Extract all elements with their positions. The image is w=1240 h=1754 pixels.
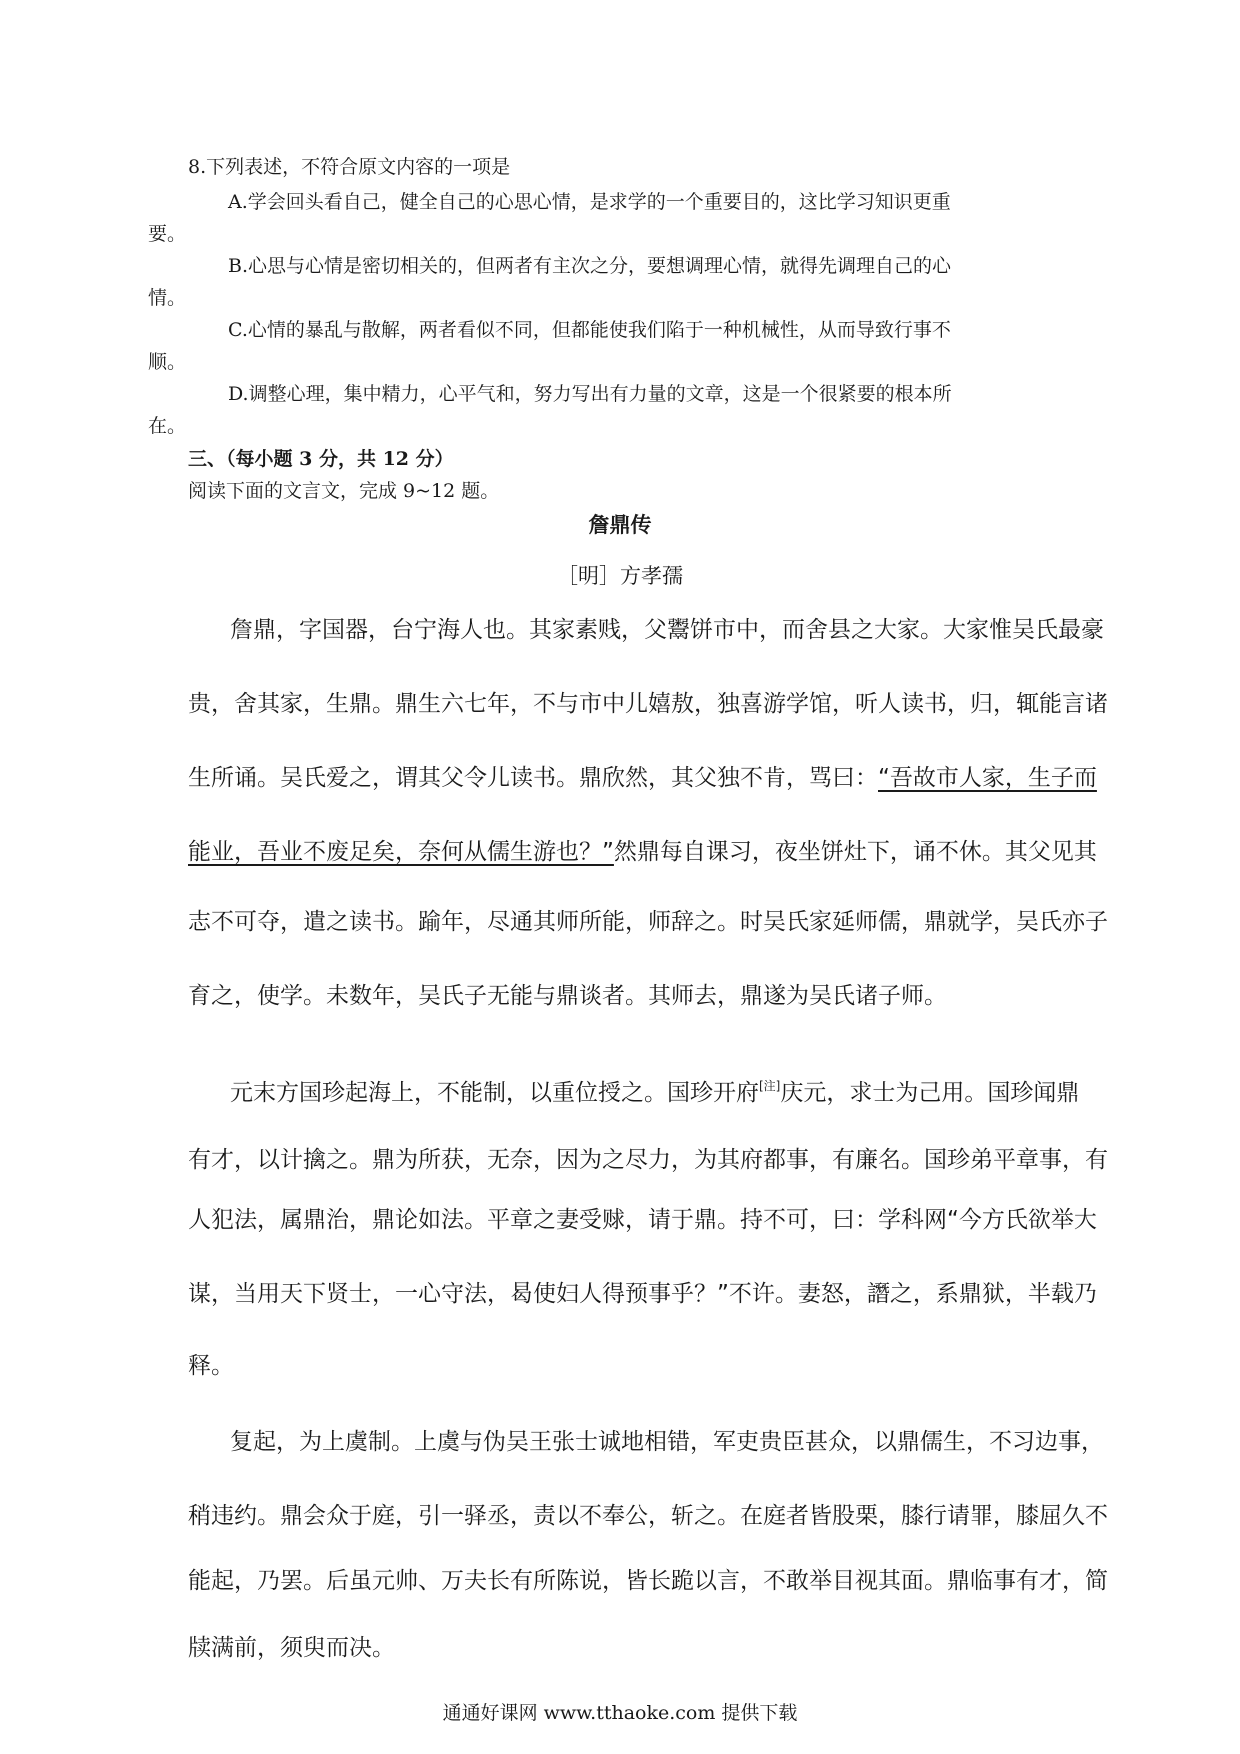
section-3-instruction: 阅读下面的文言文，完成 9~12 题。: [188, 480, 500, 502]
page-footer: 通通好课网 www.tthaoke.com 提供下载: [442, 1702, 798, 1724]
p1-underlined-quote-start: “吾故市人家，生子而: [878, 765, 1097, 791]
option-c-line-2: 顺。: [148, 351, 187, 373]
p2-line-1: [230, 1070, 1079, 1109]
p1-line-1: 詹鼎，字国器，台宁海人也。其家素贱，父鬻饼市中，而舍县之大家。大家惟吴氏最豪: [230, 617, 1104, 643]
p1-line-4-text: 然鼎每自课习，夜坐饼灶下，诵不休。其父见其: [613, 839, 1097, 865]
p2-line-1-text-b: 庆元，求士为己用。国珍闻鼎: [780, 1080, 1080, 1106]
option-a-line-1: A.学会回头看自己，健全自己的心思心情，是求学的一个重要目的，这比学习知识更重: [228, 191, 951, 213]
p1-line-2: 贵，舍其家，生鼎。鼎生六七年，不与市中儿嬉敖，独喜游学馆，听人读书，归，辄能言诸: [188, 691, 1108, 717]
p3-line-2: 稍违约。鼎会众于庭，引一驿丞，责以不奉公，斩之。在庭者皆股栗，膝行请罪，膝屈久不: [188, 1503, 1108, 1529]
p3-line-1: 复起，为上虞制。上虞与伪吴王张士诚地相错，军吏贵臣甚众，以鼎儒生，不习边事，: [230, 1429, 1104, 1455]
option-b: [148, 250, 1064, 314]
p1-line-6: 育之，使学。未数年，吴氏子无能与鼎谈者。其师去，鼎遂为吴氏诸子师。: [188, 983, 947, 1009]
p2-line-1-text-a: 元末方国珍起海上，不能制，以重位授之。国珍开府: [230, 1080, 759, 1106]
option-d-line-2: 在。: [148, 415, 187, 437]
p2-line-4: 谋，当用天下贤士，一心守法，曷使妇人得预事乎？”不许。妻怒，譖之，系鼎狱，半载乃: [188, 1281, 1097, 1307]
p2-line-2: 有才，以计擒之。鼎为所获，无奈，因为之尽力，为其府都事，有廉名。国珍弟平章事，有: [188, 1147, 1108, 1173]
p1-line-4: [188, 836, 1097, 868]
section-3-heading: 三、（每小题 3 分，共 12 分）: [188, 448, 454, 470]
p1-line-5: 志不可夺，遣之读书。踰年，尽通其师所能，师辞之。时吴氏家延师儒，鼎就学，吴氏亦子: [188, 909, 1108, 935]
p1-underlined-quote-end: 能业，吾业不废足矣，奈何从儒生游也？”: [188, 839, 614, 865]
option-a: [148, 186, 1064, 250]
option-a-line-2: 要。: [148, 223, 187, 245]
p3-line-3: 能起，乃罢。后虽元帅、万夫长有所陈说，皆长跪以言，不敢举目视其面。鼎临事有才，简: [188, 1568, 1108, 1594]
passage-title: 詹鼎传: [588, 513, 652, 537]
p3-line-4: 牍满前，须臾而决。: [188, 1635, 395, 1661]
p1-line-3-text: 生所诵。吴氏爱之，谓其父令儿读书。鼎欣然，其父独不肯，骂曰：: [188, 765, 878, 791]
option-c-line-1: C.心情的暴乱与散解，两者看似不同，但都能使我们陷于一种机械性，从而导致行事不: [228, 319, 951, 341]
option-b-line-2: 情。: [148, 287, 187, 309]
option-b-line-1: B.心思与心情是密切相关的，但两者有主次之分，要想调理心情，就得先调理自己的心: [228, 255, 952, 277]
p2-line-3: 人犯法，属鼎治，鼎论如法。平章之妻受赇，请于鼎。持不可，曰：学科网“今方氏欲举大: [188, 1207, 1097, 1233]
p2-line-5: 释。: [188, 1353, 234, 1379]
footnote-marker: [注]: [759, 1079, 781, 1093]
option-d: [148, 378, 1064, 442]
p1-line-3: [188, 762, 1097, 794]
option-c: [148, 314, 1064, 378]
question-8-stem: 8.下列表述，不符合原文内容的一项是: [188, 156, 511, 178]
option-d-line-1: D.调整心理，集中精力，心平气和，努力写出有力量的文章，这是一个很紧要的根本所: [228, 383, 952, 405]
passage-author: ［明］方孝孺: [557, 564, 683, 588]
